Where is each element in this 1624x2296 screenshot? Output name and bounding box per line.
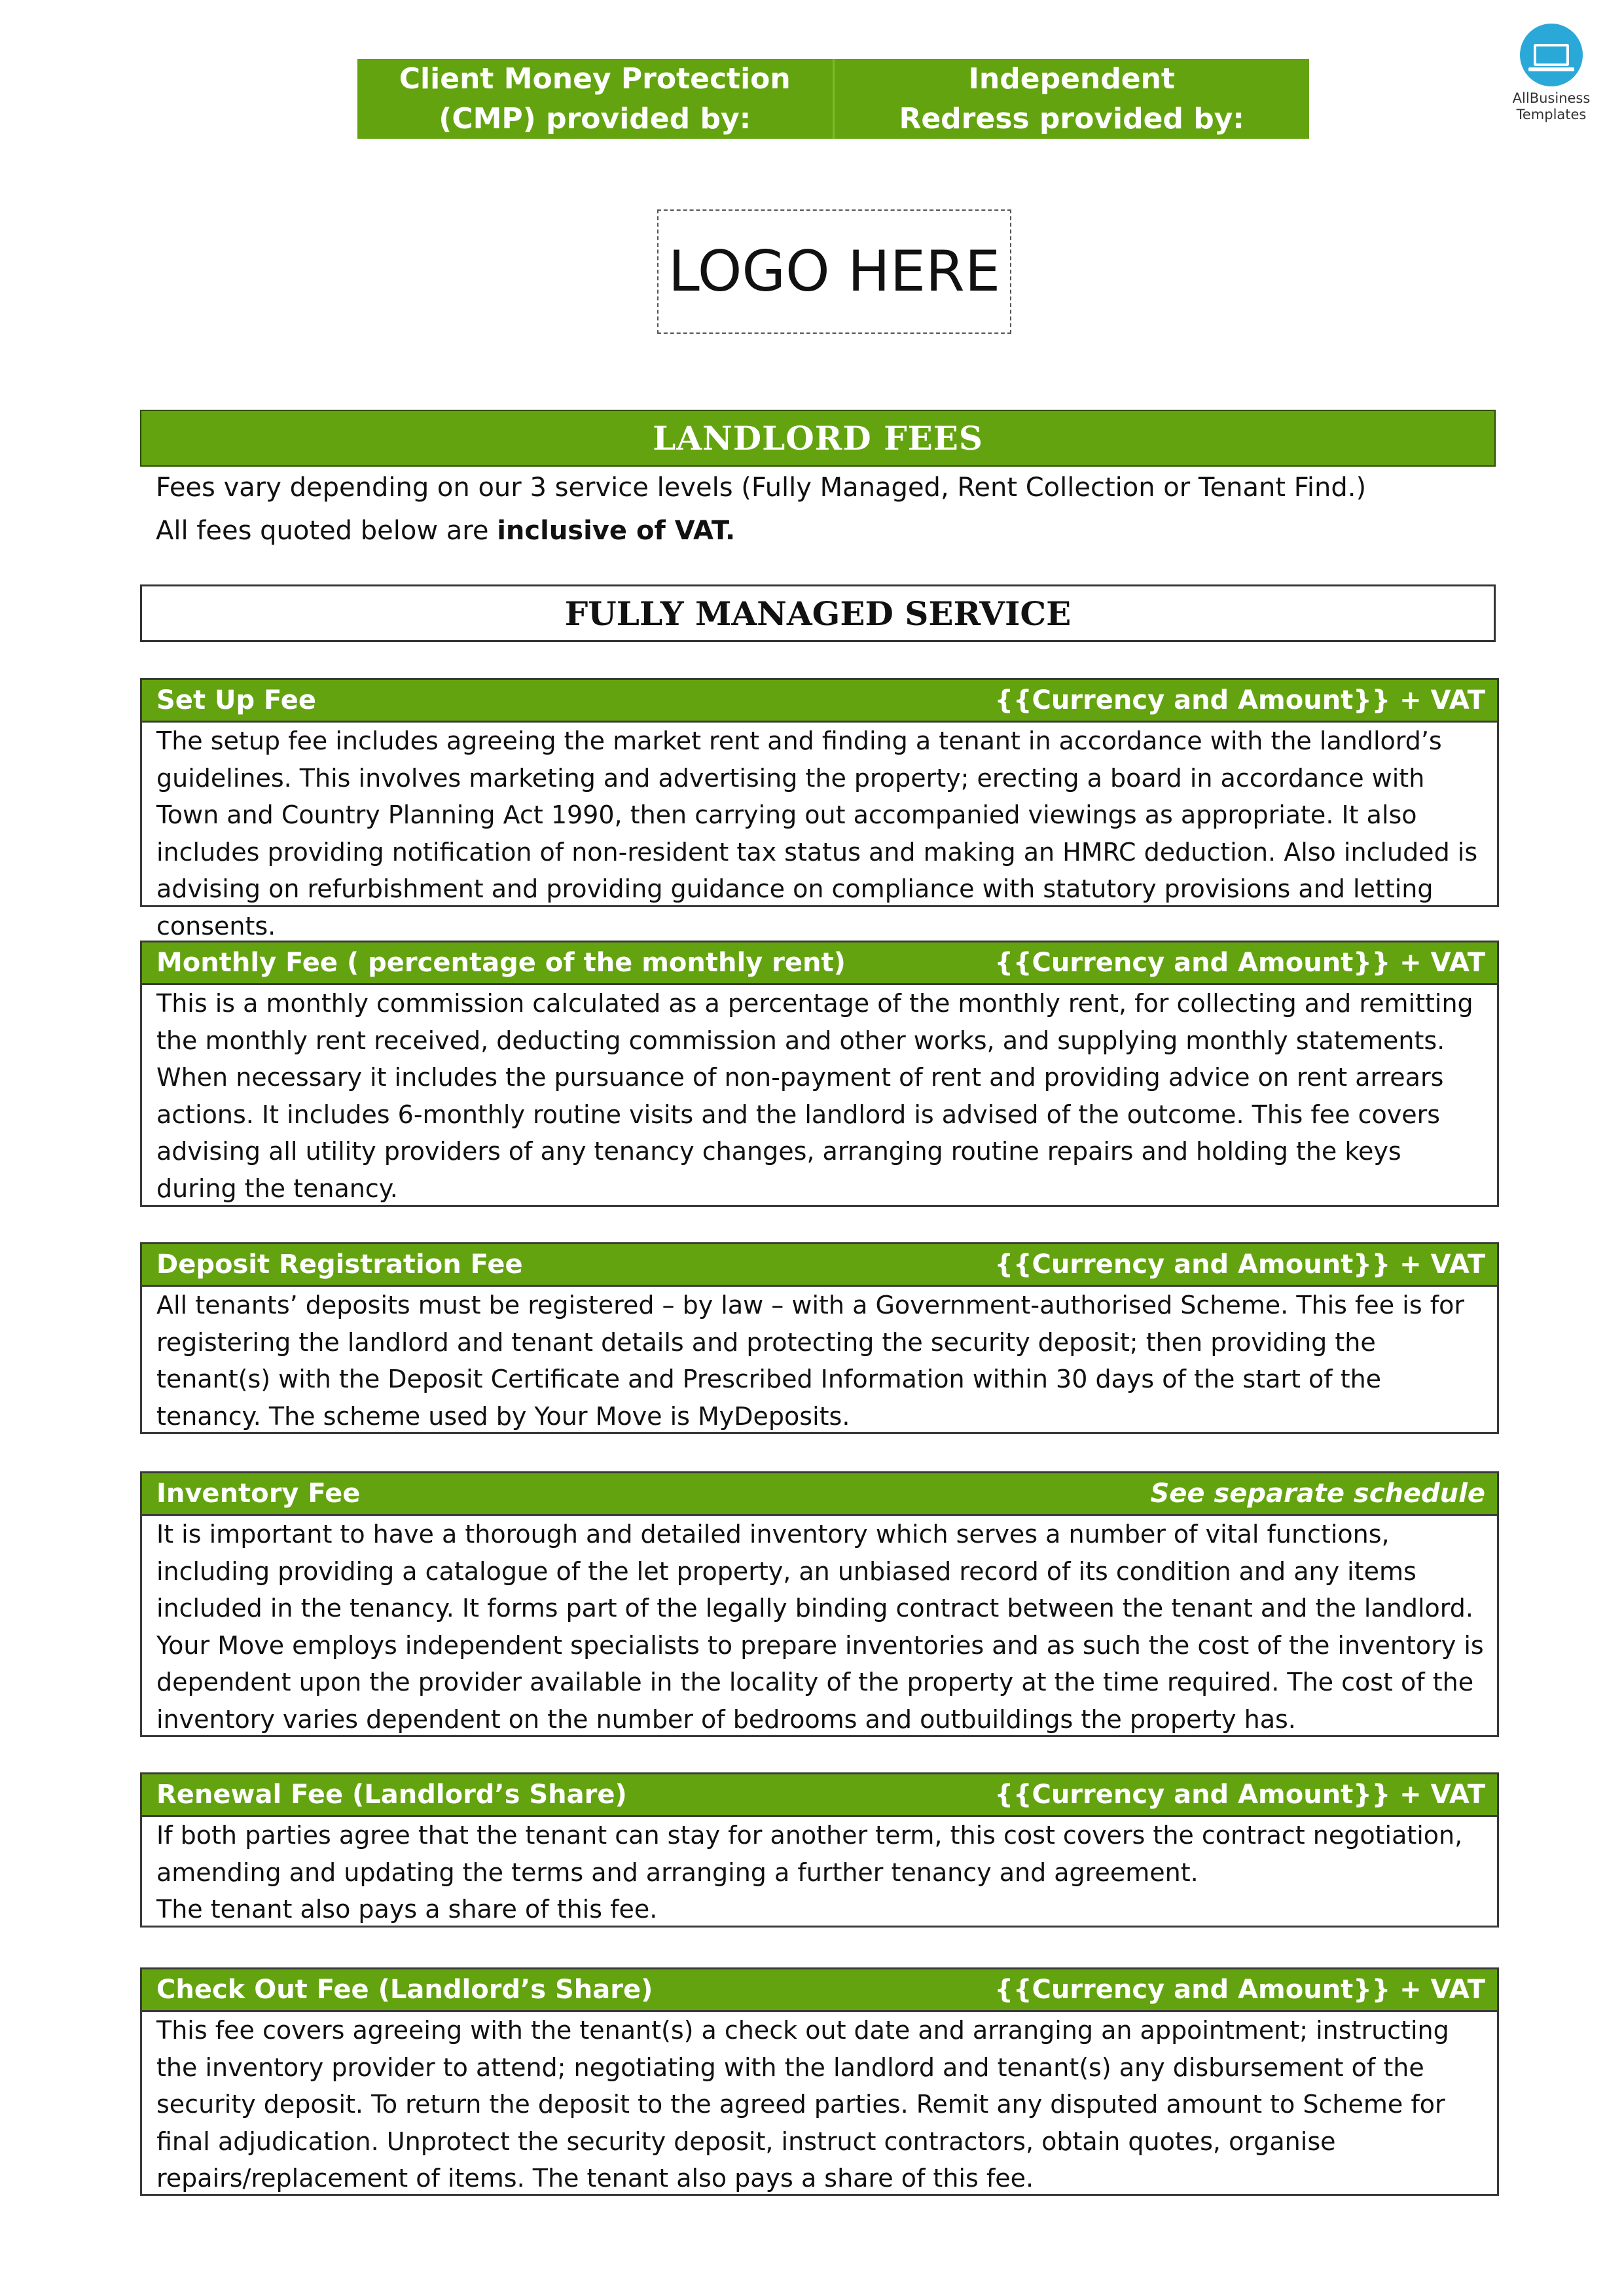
fee-amount: {{Currency and Amount}} + VAT (994, 1249, 1485, 1280)
redress-provider-cell (835, 59, 1310, 139)
fee-amount: {{Currency and Amount}} + VAT (994, 1780, 1485, 1810)
fee-header (142, 942, 1497, 985)
fee-title: Monthly Fee ( percentage of the monthly rent) (156, 948, 846, 978)
fee-description: All tenants’ deposits must be registered – by law – with a Government-authorised Scheme. This fee is for registering the landlord and tenant details and protecting the security deposit; then providing the tenant(s) with the Deposit Certificate and Prescribed Information within 30 days of the start of the tenancy. The scheme used by Your Move is MyDeposits. (156, 1291, 1464, 1431)
fee-header (142, 1473, 1497, 1516)
intro-line-2-text: All fees quoted below are (156, 516, 497, 546)
fee-title: Inventory Fee (156, 1479, 361, 1509)
fees-intro (156, 466, 1491, 552)
fee-block-renewal (140, 1772, 1499, 1928)
service-heading: FULLY MANAGED SERVICE (140, 584, 1496, 642)
vat-inclusive-note: inclusive of VAT. (497, 516, 736, 546)
protection-banner (357, 59, 1309, 139)
fee-block-setup (140, 678, 1499, 941)
fee-block-checkout (140, 1967, 1499, 2196)
fee-description: This is a monthly commission calculated as a percentage of the monthly rent, for collecting and remitting the monthly rent received, deducting commission and other works, and supplying monthly statements. When necessary it includes the pursuance of non-payment of rent and providing advice on rent arrears actions. It includes 6-monthly routine visits and the landlord is advised of the outcome. This fee covers advising all utility providers of any tenancy changes, arranging routine repairs and holding the keys during the tenancy. (156, 989, 1473, 1203)
redress-label-line1: Independent (968, 62, 1175, 96)
brand-name-line2: Templates (1516, 107, 1587, 122)
intro-line-1: Fees vary depending on our 3 service levels (Fully Managed, Rent Collection or Tenant Find.) (156, 473, 1367, 503)
fee-description: The setup fee includes agreeing the market rent and finding a tenant in accordance with the landlord’s guidelines. This involves marketing and advertising the property; erecting a board in accordance with Town and Country Planning Act 1990, then carrying out accompanied viewings as appropriate. It also includes providing notification of non-resident tax status and making an HMRC deduction. Also included is advising on refurbishment and providing guidance on compliance with statutory provisions and letting consents. (156, 726, 1478, 941)
cmp-label-line1: Client Money Protection (399, 62, 791, 96)
fee-header (142, 680, 1497, 723)
fee-amount: {{Currency and Amount}} + VAT (994, 1975, 1485, 2005)
fee-description-note: The tenant also pays a share of this fee. (156, 1895, 658, 1924)
redress-label-line2: Redress provided by: (899, 102, 1245, 135)
fee-amount: See separate schedule (1150, 1479, 1485, 1509)
fee-description-text: If both parties agree that the tenant can stay for another term, this cost covers the contract negotiation, amending and updating the terms and arranging a further tenancy and agreement. (156, 1821, 1463, 1887)
fee-title: Renewal Fee (Landlord’s Share) (156, 1780, 627, 1810)
fee-title: Set Up Fee (156, 685, 316, 715)
fee-description: It is important to have a thorough and detailed inventory which serves a number of vital functions, including providing a catalogue of the let property, an unbiased record of its condition and any items included in the tenancy. It forms part of the legally binding contract between the tenant and the landlord. Your Move employs independent specialists to prepare inventories and as such the cost of the inventory is dependent upon the provider available in the locality of the property at the time required. The cost of the inventory varies dependent on the number of bedrooms and outbuildings the property has. (156, 1520, 1484, 1734)
fee-amount: {{Currency and Amount}} + VAT (994, 685, 1485, 715)
logo-placeholder: LOGO HERE (657, 209, 1011, 334)
fee-description (142, 1817, 1497, 1928)
brand-circle (1520, 24, 1583, 86)
brand-name-line1: AllBusiness (1512, 90, 1591, 106)
intro-line-2 (156, 509, 1491, 552)
allbusiness-templates-logo (1506, 24, 1597, 123)
fee-header (142, 1244, 1497, 1287)
fee-title: Deposit Registration Fee (156, 1249, 523, 1280)
cmp-provider-cell (357, 59, 833, 139)
fee-amount: {{Currency and Amount}} + VAT (994, 948, 1485, 978)
fee-description: This fee covers agreeing with the tenant(s) a check out date and arranging an appointment; instructing the inventory provider to attend; negotiating with the landlord and tenant(s) any disbursement of the security deposit. To return the deposit to the agreed parties. Remit any disputed amount to Scheme for final adjudication. Unprotect the security deposit, instruct contractors, obtain quotes, organise repairs/replacement of items. The tenant also pays a share of this fee. (156, 2016, 1449, 2193)
fee-block-inventory (140, 1471, 1499, 1737)
fee-header (142, 1969, 1497, 2012)
fee-title: Check Out Fee (Landlord’s Share) (156, 1975, 653, 2005)
fee-block-monthly (140, 941, 1499, 1207)
fee-header (142, 1774, 1497, 1817)
fee-block-deposit-registration (140, 1242, 1499, 1434)
laptop-icon (1534, 44, 1569, 66)
landlord-fees-heading: LANDLORD FEES (140, 410, 1496, 467)
cmp-label-line2: (CMP) provided by: (439, 102, 751, 135)
